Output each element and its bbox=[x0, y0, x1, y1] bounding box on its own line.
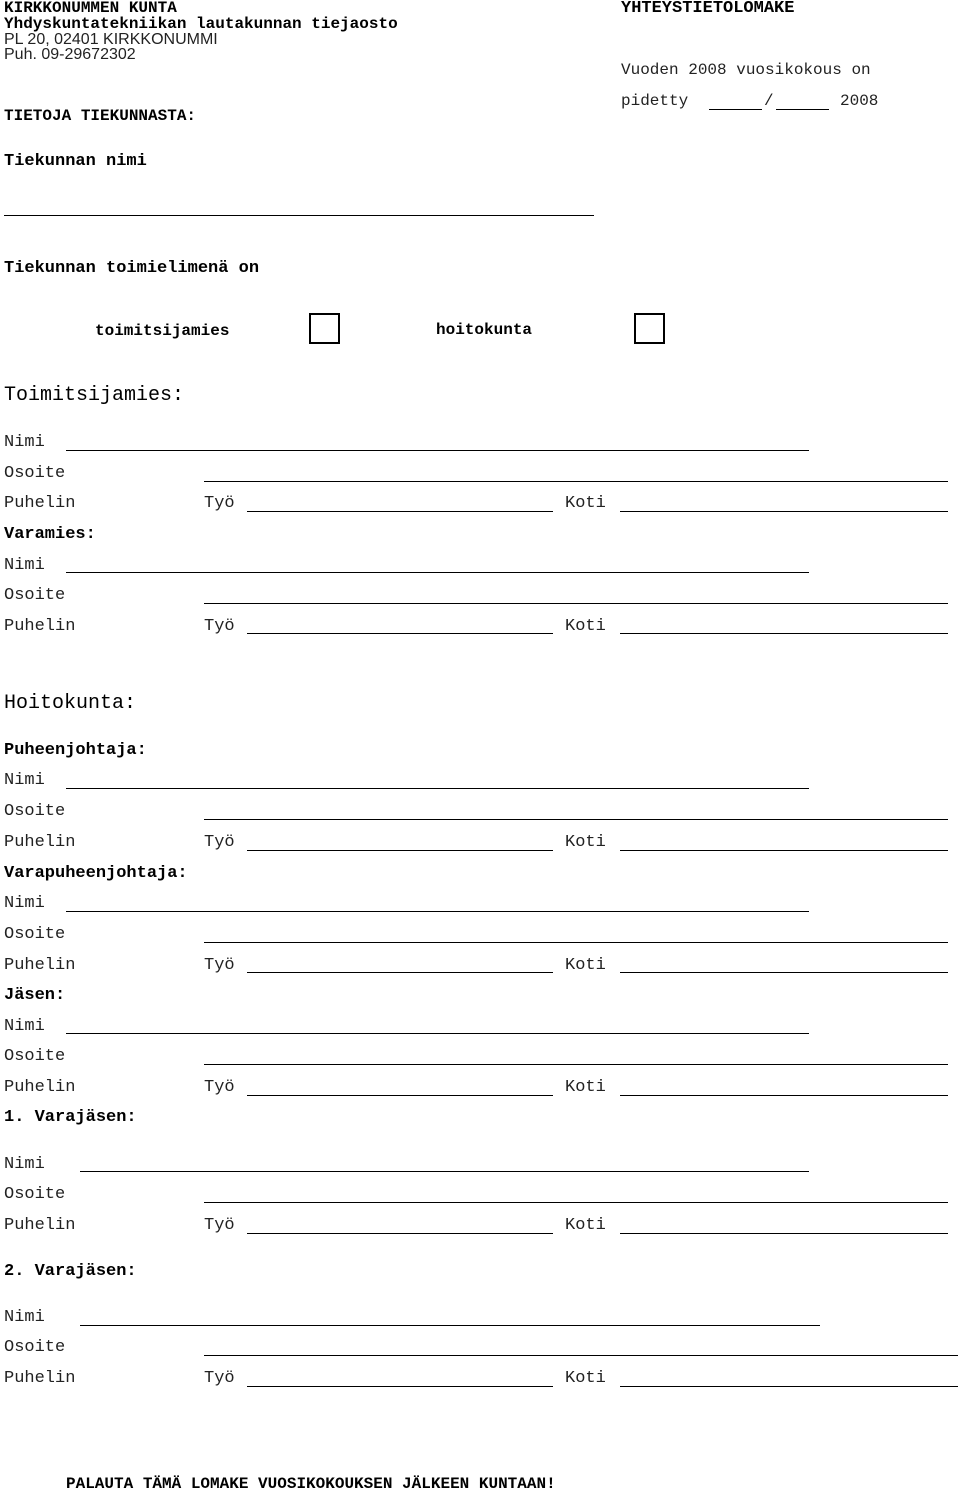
phone-label: Puhelin bbox=[4, 833, 76, 852]
option-hoitokunta-label: hoitokunta bbox=[436, 321, 533, 339]
name-label: Nimi bbox=[4, 1308, 45, 1327]
meeting-day-field[interactable] bbox=[709, 109, 762, 110]
name-field[interactable] bbox=[80, 1171, 809, 1172]
work-label: Työ bbox=[204, 1216, 235, 1235]
org-name: KIRKKONUMMEN KUNTA bbox=[4, 0, 177, 17]
home-phone-field[interactable] bbox=[620, 1095, 948, 1096]
address-field[interactable] bbox=[204, 481, 948, 482]
home-label: Koti bbox=[565, 494, 606, 513]
meeting-date-separator: / bbox=[764, 92, 774, 110]
name-field[interactable] bbox=[80, 1325, 820, 1326]
work-label: Työ bbox=[204, 1078, 235, 1097]
work-label: Työ bbox=[204, 956, 235, 975]
phone-label: Puhelin bbox=[4, 1216, 76, 1235]
address-field[interactable] bbox=[204, 1355, 958, 1356]
org-department: Yhdyskuntatekniikan lautakunnan tiejaosto bbox=[4, 15, 398, 33]
varamies-heading: Varamies: bbox=[4, 525, 96, 544]
name-field[interactable] bbox=[66, 1033, 809, 1034]
association-name-label: Tiekunnan nimi bbox=[4, 152, 147, 171]
work-phone-field[interactable] bbox=[247, 511, 553, 512]
phone-label: Puhelin bbox=[4, 1369, 76, 1388]
address-label: Osoite bbox=[4, 586, 66, 605]
address-label: Osoite bbox=[4, 925, 66, 944]
org-phone: Puh. 09-29672302 bbox=[4, 46, 136, 63]
name-label: Nimi bbox=[4, 1155, 45, 1174]
work-phone-field[interactable] bbox=[247, 1386, 553, 1387]
work-phone-field[interactable] bbox=[247, 1095, 553, 1096]
name-field[interactable] bbox=[66, 911, 809, 912]
name-field[interactable] bbox=[66, 788, 809, 789]
phone-label: Puhelin bbox=[4, 956, 76, 975]
home-label: Koti bbox=[565, 956, 606, 975]
home-phone-field[interactable] bbox=[620, 1386, 958, 1387]
meeting-month-field[interactable] bbox=[776, 109, 829, 110]
option-toimitsijamies-label: toimitsijamies bbox=[95, 322, 230, 340]
meeting-held-label: pidetty bbox=[621, 92, 689, 110]
work-label: Työ bbox=[204, 617, 235, 636]
varajasen-1-heading: 1. Varajäsen: bbox=[4, 1108, 137, 1127]
governing-body-label: Tiekunnan toimielimenä on bbox=[4, 259, 260, 278]
address-label: Osoite bbox=[4, 1338, 66, 1357]
home-phone-field[interactable] bbox=[620, 972, 948, 973]
varapuheenjohtaja-heading: Varapuheenjohtaja: bbox=[4, 864, 188, 883]
address-field[interactable] bbox=[204, 942, 948, 943]
work-phone-field[interactable] bbox=[247, 972, 553, 973]
name-label: Nimi bbox=[4, 556, 45, 575]
address-label: Osoite bbox=[4, 1047, 66, 1066]
address-field[interactable] bbox=[204, 603, 948, 604]
meeting-year: 2008 bbox=[840, 92, 879, 110]
name-label: Nimi bbox=[4, 1017, 45, 1036]
name-label: Nimi bbox=[4, 433, 45, 452]
home-label: Koti bbox=[565, 1369, 606, 1388]
work-phone-field[interactable] bbox=[247, 850, 553, 851]
name-label: Nimi bbox=[4, 894, 45, 913]
phone-label: Puhelin bbox=[4, 494, 76, 513]
home-phone-field[interactable] bbox=[620, 633, 948, 634]
work-phone-field[interactable] bbox=[247, 633, 553, 634]
footer-instruction: PALAUTA TÄMÄ LOMAKE VUOSIKOKOUKSEN JÄLKEEN KUNTAAN! bbox=[66, 1475, 556, 1493]
address-label: Osoite bbox=[4, 1185, 66, 1204]
address-field[interactable] bbox=[204, 1202, 948, 1203]
name-field[interactable] bbox=[66, 450, 809, 451]
org-address: PL 20, 02401 KIRKKONUMMI bbox=[4, 31, 218, 48]
work-phone-field[interactable] bbox=[247, 1233, 553, 1234]
toimitsijamies-checkbox[interactable] bbox=[309, 313, 340, 344]
home-label: Koti bbox=[565, 1216, 606, 1235]
hoitokunta-heading: Hoitokunta: bbox=[4, 692, 137, 715]
work-label: Työ bbox=[204, 1369, 235, 1388]
phone-label: Puhelin bbox=[4, 1078, 76, 1097]
phone-label: Puhelin bbox=[4, 617, 76, 636]
hoitokunta-checkbox[interactable] bbox=[634, 313, 665, 344]
work-label: Työ bbox=[204, 833, 235, 852]
home-label: Koti bbox=[565, 833, 606, 852]
address-label: Osoite bbox=[4, 464, 66, 483]
home-label: Koti bbox=[565, 1078, 606, 1097]
work-label: Työ bbox=[204, 494, 235, 513]
home-phone-field[interactable] bbox=[620, 1233, 948, 1234]
varajasen-2-heading: 2. Varajäsen: bbox=[4, 1262, 137, 1281]
meeting-text: Vuoden 2008 vuosikokous on bbox=[621, 61, 871, 79]
jasen-heading: Jäsen: bbox=[4, 986, 66, 1005]
address-label: Osoite bbox=[4, 802, 66, 821]
form-title: YHTEYSTIETOLOMAKE bbox=[621, 0, 795, 18]
toimitsijamies-heading: Toimitsijamies: bbox=[4, 384, 185, 407]
association-name-field[interactable] bbox=[4, 215, 594, 216]
home-phone-field[interactable] bbox=[620, 511, 948, 512]
home-phone-field[interactable] bbox=[620, 850, 948, 851]
address-field[interactable] bbox=[204, 819, 948, 820]
home-label: Koti bbox=[565, 617, 606, 636]
name-field[interactable] bbox=[66, 572, 809, 573]
address-field[interactable] bbox=[204, 1064, 948, 1065]
puheenjohtaja-heading: Puheenjohtaja: bbox=[4, 741, 147, 760]
name-label: Nimi bbox=[4, 771, 45, 790]
info-heading: TIETOJA TIEKUNNASTA: bbox=[4, 107, 197, 125]
